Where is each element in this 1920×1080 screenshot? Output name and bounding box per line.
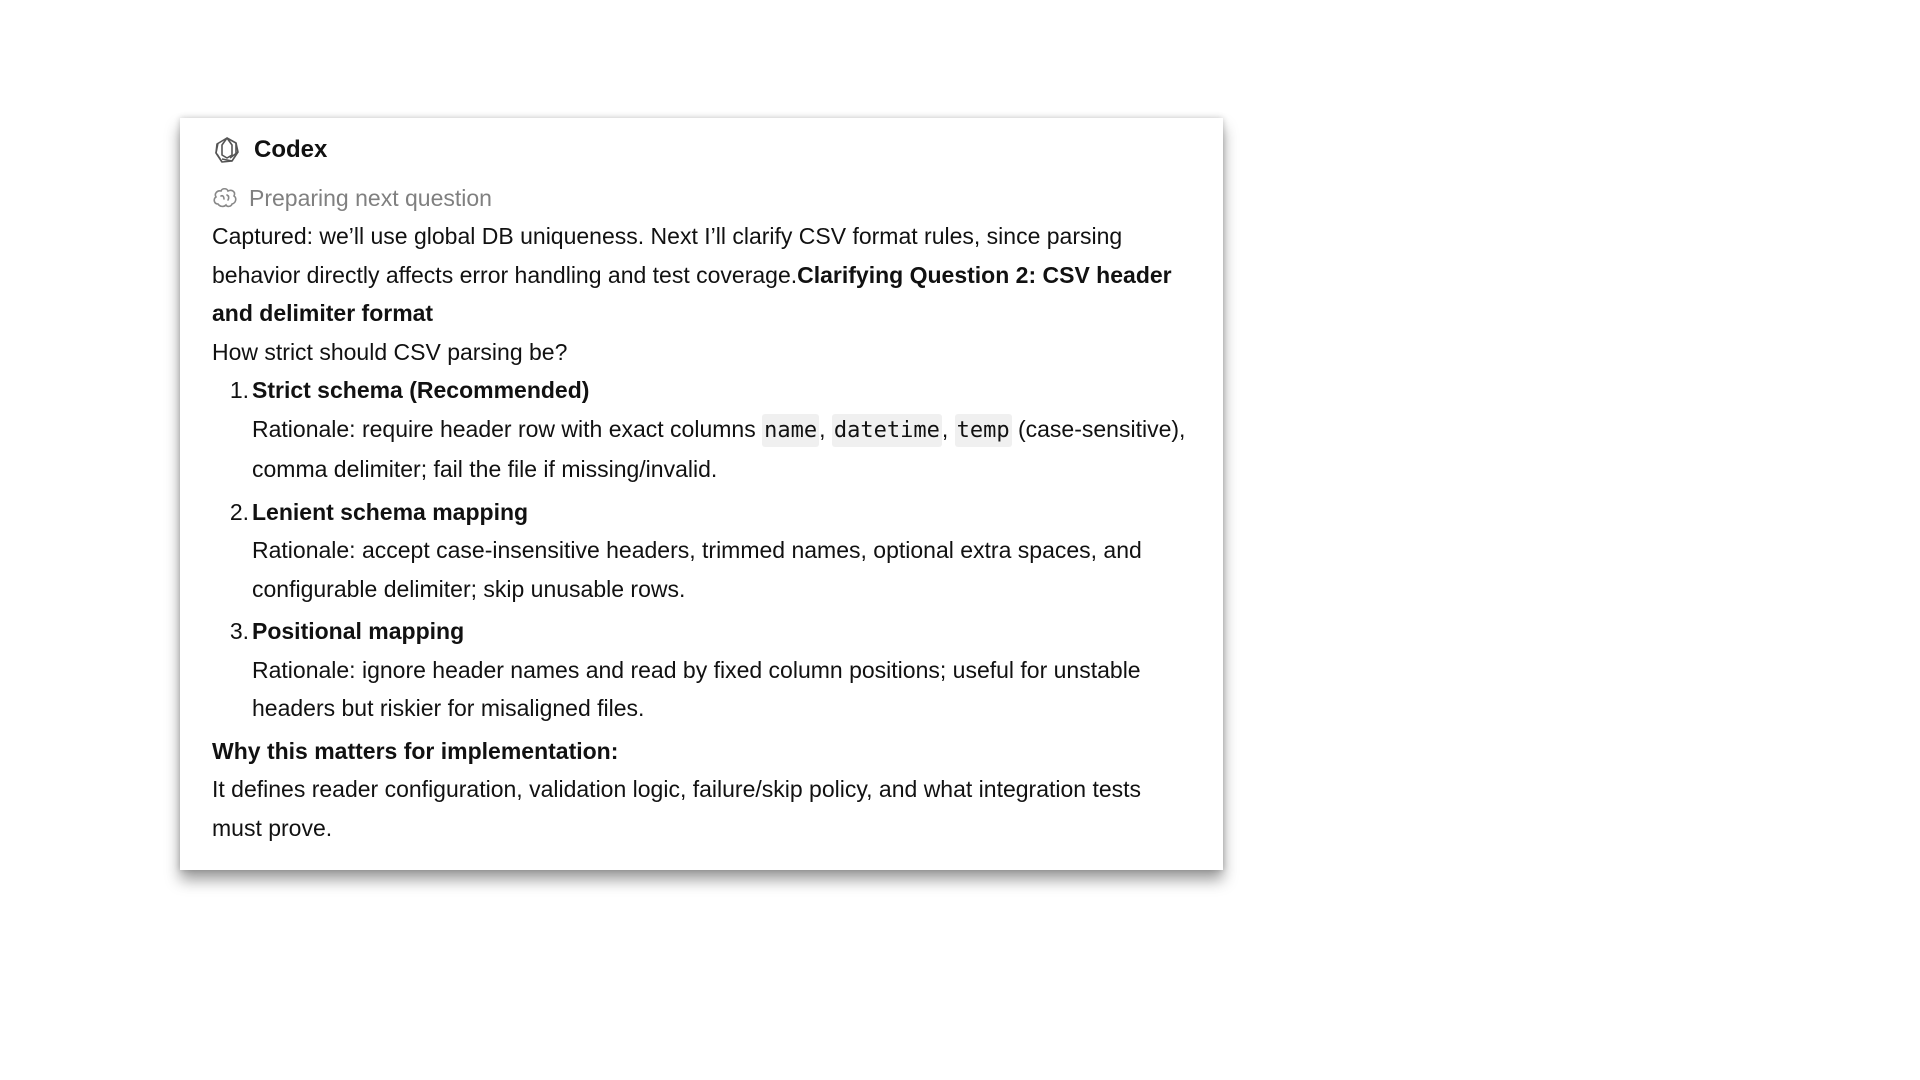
- why-heading: Why this matters for implementation:: [212, 737, 619, 764]
- app-name: Codex: [254, 136, 328, 163]
- intro-text: Captured: we’ll use global DB uniqueness. Next I’ll clarify CSV format rules, since parsing behavior directly affects error handling and test coverage.: [212, 223, 1123, 288]
- option-item: [229, 612, 1191, 728]
- rationale-text: Rationale: require header row with exact columns: [252, 415, 763, 442]
- option-item: [229, 371, 1191, 489]
- thinking-status: [212, 182, 1191, 214]
- code-name: name: [762, 414, 819, 447]
- question-heading: Clarifying Question 2: CSV header and delimiter format: [212, 261, 1172, 326]
- option-title: Lenient schema mapping: [252, 498, 529, 525]
- message-header: [212, 132, 1191, 168]
- question-text: How strict should CSV parsing be?: [212, 338, 568, 365]
- separator: ,: [941, 415, 955, 442]
- option-rationale: [252, 410, 1191, 489]
- option-item: [229, 493, 1191, 609]
- status-text: Preparing next question: [249, 184, 492, 211]
- codex-message-card: [180, 118, 1223, 870]
- brain-icon: [212, 187, 238, 209]
- why-text: It defines reader configuration, validation logic, failure/skip policy, and what integration tests must prove.: [212, 776, 1142, 841]
- code-datetime: datetime: [832, 414, 942, 447]
- option-rationale: Rationale: accept case-insensitive headers, trimmed names, optional extra spaces, and configurable delimiter; skip unusable rows.: [252, 537, 1142, 602]
- code-temp: temp: [955, 414, 1012, 447]
- option-title: Positional mapping: [252, 618, 465, 644]
- option-title: Strict schema (Recommended): [252, 377, 590, 403]
- option-rationale: Rationale: ignore header names and read by fixed column positions; useful for unstable headers but riskier for misaligned files.: [252, 656, 1141, 721]
- message-paragraph: [212, 217, 1191, 333]
- option-number: 1.: [229, 377, 249, 403]
- message-body: [212, 217, 1191, 847]
- rationale-text: (case-sensitive), comma delimiter; fail the file if missing/invalid.: [252, 415, 1186, 482]
- option-number: 2.: [229, 498, 249, 525]
- openai-logo-icon: [212, 135, 242, 165]
- options-list: [212, 371, 1191, 728]
- separator: ,: [819, 415, 832, 442]
- option-number: 3.: [229, 618, 249, 644]
